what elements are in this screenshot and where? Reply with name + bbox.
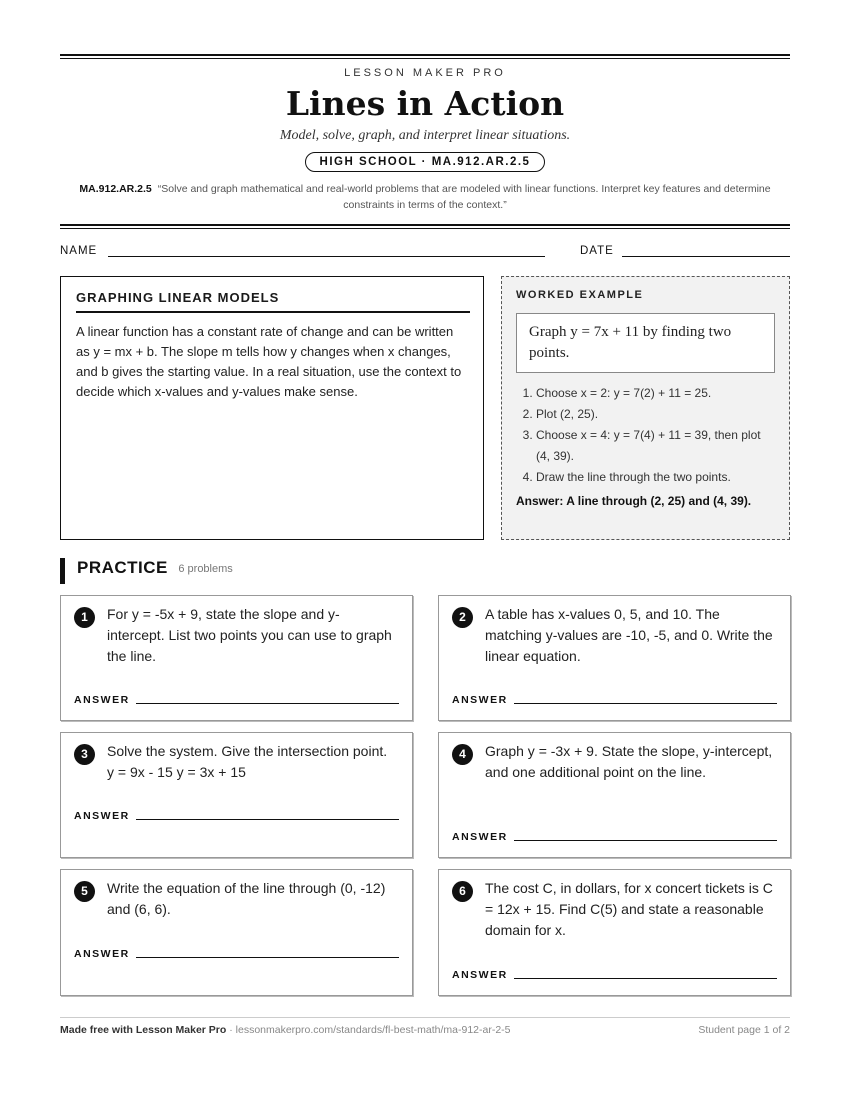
standard-description — [60, 181, 790, 213]
problem-card-6 — [438, 869, 791, 996]
worked-example-title: WORKED EXAMPLE — [516, 289, 644, 301]
concept-body: A linear function has a constant rate of change and can be written as y = mx + b. The slope m tells how y changes when x changes, and b gives the starting value. In a real situation, use the context to decide which x-values and y-values make sense. — [76, 324, 462, 399]
worked-step: 1. Choose x = 2: y = 7(2) + 11 = 25. — [536, 383, 775, 404]
practice-title: PRACTICE — [77, 558, 168, 577]
concept-title: GRAPHING LINEAR MODELS — [76, 290, 470, 313]
answer-label: ANSWER — [74, 948, 130, 960]
footer-made-with: Made free with Lesson Maker Pro — [60, 1024, 227, 1036]
name-field-line[interactable] — [108, 256, 545, 257]
footer — [60, 1024, 790, 1036]
grade-standard-badge: HIGH SCHOOL · MA.912.AR.2.5 — [305, 152, 546, 172]
problem-number-badge: 5 — [74, 881, 95, 902]
problem-text: For y = -5x + 9, state the slope and y-intercept. List two points you can use to graph the line. — [107, 606, 392, 664]
answer-label: ANSWER — [74, 810, 130, 822]
problem-number-badge: 6 — [452, 881, 473, 902]
standard-text: “Solve and graph mathematical and real-world problems that are modeled with linear functions. Interpret key features and determine constraints in terms of the context.” — [157, 183, 771, 211]
answer-label: ANSWER — [74, 694, 130, 706]
problem-card-5 — [60, 869, 413, 996]
answer-label: ANSWER — [452, 969, 508, 981]
problem-number-badge: 1 — [74, 607, 95, 628]
header-bottom-rule — [60, 224, 790, 229]
standard-code: MA.912.AR.2.5 — [79, 183, 152, 195]
worked-example-prompt: Graph y = 7x + 11 by finding two points. — [516, 313, 775, 373]
problem-card-2 — [438, 595, 791, 721]
worked-step: 4. Draw the line through the two points. — [536, 467, 775, 488]
problem-number-badge: 4 — [452, 744, 473, 765]
date-label: DATE — [580, 245, 614, 257]
practice-header — [60, 558, 233, 584]
page-subtitle: Model, solve, graph, and interpret linear situations. — [279, 128, 571, 143]
brand-label: LESSON MAKER PRO — [344, 67, 506, 79]
problem-text: Write the equation of the line through (0, -12) and (6, 6). — [107, 880, 386, 917]
answer-field-line[interactable] — [514, 703, 777, 704]
answer-label: ANSWER — [452, 694, 508, 706]
worked-step: 2. Plot (2, 25). — [536, 404, 775, 425]
worksheet-page — [60, 0, 790, 1100]
problem-card-4 — [438, 732, 791, 858]
problem-text: A table has x-values 0, 5, and 10. The matching y-values are -10, -5, and 0. Write the linear equation. — [485, 606, 773, 664]
answer-field-line[interactable] — [136, 819, 399, 820]
worked-example-answer: Answer: A line through (2, 25) and (4, 39). — [516, 494, 752, 508]
problem-card-3 — [60, 732, 413, 858]
page-title: Lines in Action — [285, 84, 565, 123]
footer-url: · lessonmakerpro.com/standards/fl-best-math/ma-912-ar-2-5 — [226, 1024, 511, 1036]
answer-label: ANSWER — [452, 831, 508, 843]
top-double-rule — [60, 54, 790, 59]
answer-field-line[interactable] — [136, 703, 399, 704]
answer-field-line[interactable] — [136, 957, 399, 958]
problem-number-badge: 2 — [452, 607, 473, 628]
worked-example-steps — [516, 383, 775, 488]
problem-card-1 — [60, 595, 413, 721]
grade-badge-wrap — [60, 152, 790, 172]
practice-count: 6 problems — [178, 563, 233, 576]
answer-field-line[interactable] — [514, 978, 777, 979]
footer-rule — [60, 1017, 790, 1018]
problem-text: The cost C, in dollars, for x concert tickets is C = 12x + 15. Find C(5) and state a reasonable domain for x. — [485, 880, 773, 938]
problem-number-badge: 3 — [74, 744, 95, 765]
problem-text: Graph y = -3x + 9. State the slope, y-intercept, and one additional point on the line. — [485, 743, 773, 780]
name-label: NAME — [60, 245, 98, 257]
concept-box — [60, 276, 484, 540]
problem-text: Solve the system. Give the intersection point. y = 9x - 15 y = 3x + 15 — [107, 743, 388, 780]
name-date-row — [60, 245, 790, 261]
date-field-line[interactable] — [622, 256, 790, 257]
answer-field-line[interactable] — [514, 840, 777, 841]
worked-step: 3. Choose x = 4: y = 7(4) + 11 = 39, then plot (4, 39). — [536, 425, 775, 467]
worked-example-box — [501, 276, 790, 540]
footer-page-number: Student page 1 of 2 — [698, 1024, 790, 1036]
